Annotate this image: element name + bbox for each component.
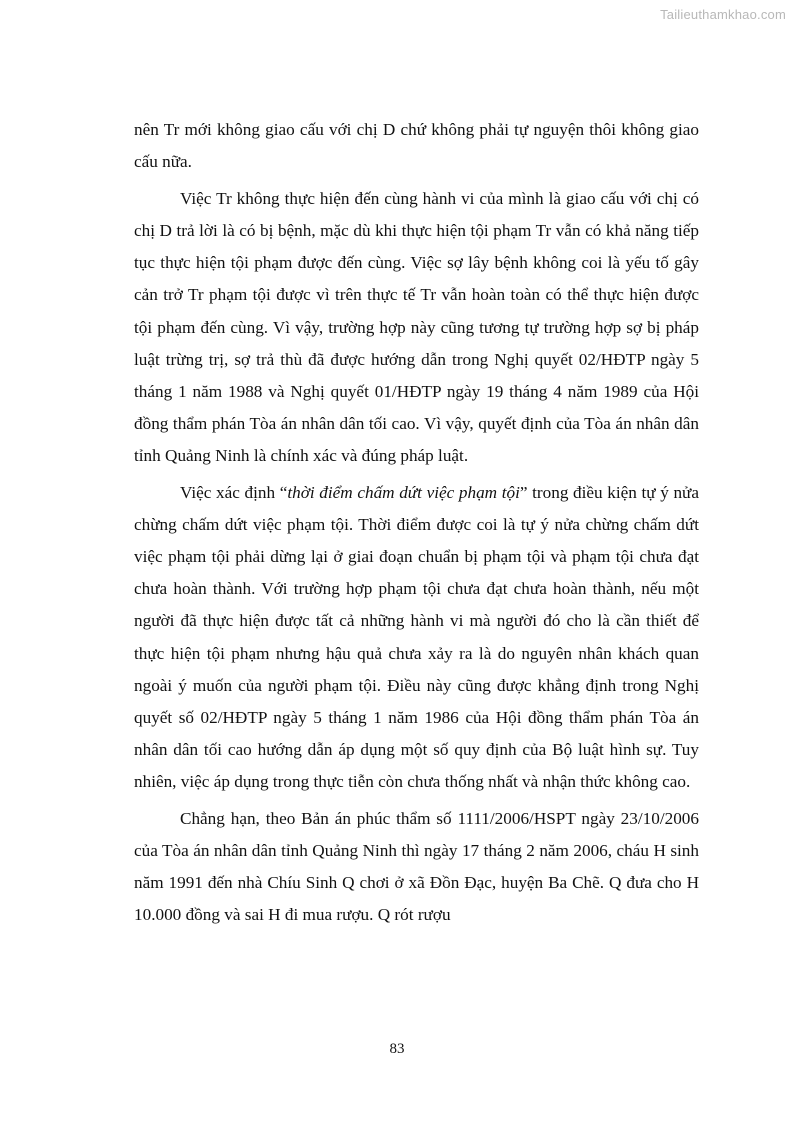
paragraph-continuation: nên Tr mới không giao cấu với chị D chứ không phải tự nguyện thôi không giao cấu nữa. [134,120,699,172]
document-body [134,114,699,936]
watermark-text: Tailieuthamkhao.com [660,7,786,22]
page-number: 83 [389,1041,405,1057]
paragraph-time-of-termination [134,477,699,798]
paragraph-text-before-italic: Việc xác định “ [180,483,288,503]
paragraph-example-judgment: Chẳng hạn, theo Bản án phúc thẩm số 1111/2006/HSPT ngày 23/10/2006 của Tòa án nhân dân tỉnh Quảng Ninh thì ngày 17 tháng 2 năm 2006, cháu H sinh năm 1991 đến nhà Chíu Sinh Q chơi ở xã Đồn Đạc, huyện Ba Chẽ. Q đưa cho H 10.000 đồng và sai H đi mua rượu. Q rót rượu [134,808,699,925]
italic-term: thời điểm chấm dứt việc phạm tội [287,483,520,503]
paragraph-text-after-italic: ” trong điều kiện tự ý nửa chừng chấm dứt việc phạm tội. Thời điểm được coi là tự ý nửa chừng chấm dứt việc phạm tội phải dừng lại ở giai đoạn chuẩn bị phạm tội và phạm tội chưa đạt chưa hoàn thành. Với trường hợp phạm tội chưa đạt chưa hoàn thành, nếu một người đã thực hiện được tất cả những hành vi mà người đó cho là cần thiết để thực hiện tội phạm nhưng hậu quả chưa xảy ra là do nguyên nhân khách quan ngoài ý muốn của người phạm tội. Điều này cũng được khẳng định trong Nghị quyết số 02/HĐTP ngày 5 tháng 1 năm 1986 của Hội đồng thẩm phán Tòa án nhân dân tối cao hướng dẫn áp dụng một số quy định của Bộ luật hình sự. Tuy nhiên, việc áp dụng trong thực tiễn còn chưa thống nhất và nhận thức không cao. [134,483,699,791]
paragraph-tr-case-analysis: Việc Tr không thực hiện đến cùng hành vi của mình là giao cấu với chị có chị D trả lời là có bị bệnh, mặc dù khi thực hiện tội phạm Tr vẫn có khả năng tiếp tục thực hiện tội phạm được đến cùng. Việc sợ lây bệnh không coi là yếu tố gây cản trở Tr phạm tội được vì trên thực tế Tr vẫn hoàn toàn có thể thực hiện được tội phạm đến cùng. Vì vậy, trường hợp này cũng tương tự trường hợp sợ bị pháp luật trừng trị, sợ trả thù đã được hướng dẫn trong Nghị quyết 02/HĐTP ngày 5 tháng 1 năm 1988 và Nghị quyết 01/HĐTP ngày 19 tháng 4 năm 1989 của Hội đồng thẩm phán Tòa án nhân dân tối cao. Vì vậy, quyết định của Tòa án nhân dân tỉnh Quảng Ninh là chính xác và đúng pháp luật. [134,189,699,465]
